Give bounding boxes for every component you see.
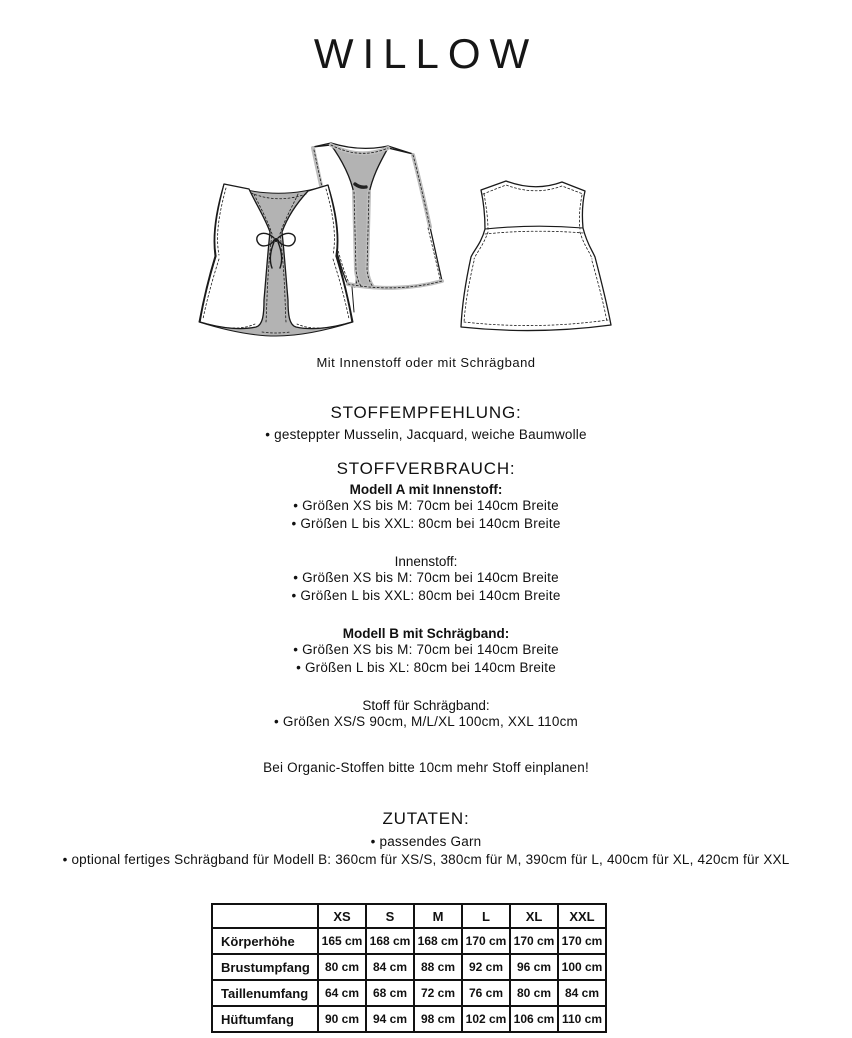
- table-cell: 64 cm: [318, 980, 366, 1006]
- table-cell: 106 cm: [510, 1006, 558, 1032]
- table-cell: 168 cm: [414, 928, 462, 954]
- size-column-header: M: [414, 904, 462, 928]
- table-cell: 165 cm: [318, 928, 366, 954]
- size-column-header: L: [462, 904, 510, 928]
- vest-back-illustration: [461, 181, 611, 331]
- fabric-group-schraegband: [0, 698, 852, 731]
- size-column-header: S: [366, 904, 414, 928]
- section-zutaten: [0, 809, 852, 869]
- organic-fabric-note: Bei Organic-Stoffen bitte 10cm mehr Stoff einplanen!: [263, 760, 589, 775]
- table-row: [212, 1006, 606, 1032]
- group-item: • Größen L bis XXL: 80cm bei 140cm Breite: [0, 587, 852, 605]
- group-item: • Größen XS/S 90cm, M/L/XL 100cm, XXL 110cm: [0, 713, 852, 731]
- size-column-header: XL: [510, 904, 558, 928]
- row-label: Körperhöhe: [212, 928, 318, 954]
- group-title: Stoff für Schrägband:: [362, 698, 490, 713]
- group-title: Modell B mit Schrägband:: [342, 626, 510, 641]
- table-cell: 84 cm: [366, 954, 414, 980]
- vest-drawing-svg: [178, 122, 648, 354]
- size-table: [211, 903, 607, 1033]
- row-label: Hüftumfang: [212, 1006, 318, 1032]
- row-label: Taillenumfang: [212, 980, 318, 1006]
- table-row: [212, 980, 606, 1006]
- fabric-group-model-b: [0, 626, 852, 677]
- size-table-header-row: [212, 904, 606, 928]
- table-cell: 92 cm: [462, 954, 510, 980]
- table-cell: 88 cm: [414, 954, 462, 980]
- table-cell: 168 cm: [366, 928, 414, 954]
- zutaten-item: • passendes Garn: [0, 833, 852, 851]
- table-cell: 170 cm: [462, 928, 510, 954]
- section-heading-zutaten: ZUTATEN:: [382, 809, 470, 828]
- fabric-group-model-a: [0, 482, 852, 533]
- section-heading-stoffempfehlung: STOFFEMPFEHLUNG:: [330, 403, 522, 422]
- group-title: Innenstoff:: [394, 554, 458, 569]
- table-cell: 72 cm: [414, 980, 462, 1006]
- row-label: Brustumpfang: [212, 954, 318, 980]
- table-cell: 94 cm: [366, 1006, 414, 1032]
- page-title: WILLOW: [313, 30, 539, 77]
- table-cell: 84 cm: [558, 980, 606, 1006]
- table-cell: 80 cm: [510, 980, 558, 1006]
- table-cell: 76 cm: [462, 980, 510, 1006]
- table-row: [212, 928, 606, 954]
- group-item: • Größen XS bis M: 70cm bei 140cm Breite: [0, 641, 852, 659]
- size-column-header: XXL: [558, 904, 606, 928]
- table-cell: 68 cm: [366, 980, 414, 1006]
- group-item: • Größen L bis XL: 80cm bei 140cm Breite: [0, 659, 852, 677]
- table-cell: 100 cm: [558, 954, 606, 980]
- group-item: • Größen L bis XXL: 80cm bei 140cm Breite: [0, 515, 852, 533]
- table-cell: 110 cm: [558, 1006, 606, 1032]
- size-column-header: XS: [318, 904, 366, 928]
- vest-front-tie-illustration: [199, 184, 353, 336]
- group-title: Modell A mit Innenstoff:: [349, 482, 503, 497]
- fabric-group-innenstoff: [0, 554, 852, 605]
- section-heading-stoffverbrauch: STOFFVERBRAUCH:: [336, 459, 516, 478]
- table-cell: 80 cm: [318, 954, 366, 980]
- stoffempfehlung-item: • gesteppter Musselin, Jacquard, weiche Baumwolle: [0, 426, 852, 444]
- group-item: • Größen XS bis M: 70cm bei 140cm Breite: [0, 497, 852, 515]
- table-cell: 102 cm: [462, 1006, 510, 1032]
- zutaten-item: • optional fertiges Schrägband für Modell B: 360cm für XS/S, 380cm für M, 390cm für L, 400cm für XL, 420cm für XXL: [0, 851, 852, 869]
- table-cell: 90 cm: [318, 1006, 366, 1032]
- drawing-caption: Mit Innenstoff oder mit Schrägband: [316, 355, 536, 370]
- table-cell: 96 cm: [510, 954, 558, 980]
- table-cell: 170 cm: [558, 928, 606, 954]
- group-item: • Größen XS bis M: 70cm bei 140cm Breite: [0, 569, 852, 587]
- size-table-corner-cell: [212, 904, 318, 928]
- table-cell: 98 cm: [414, 1006, 462, 1032]
- table-row: [212, 954, 606, 980]
- vest-technical-drawing: [0, 122, 852, 354]
- table-cell: 170 cm: [510, 928, 558, 954]
